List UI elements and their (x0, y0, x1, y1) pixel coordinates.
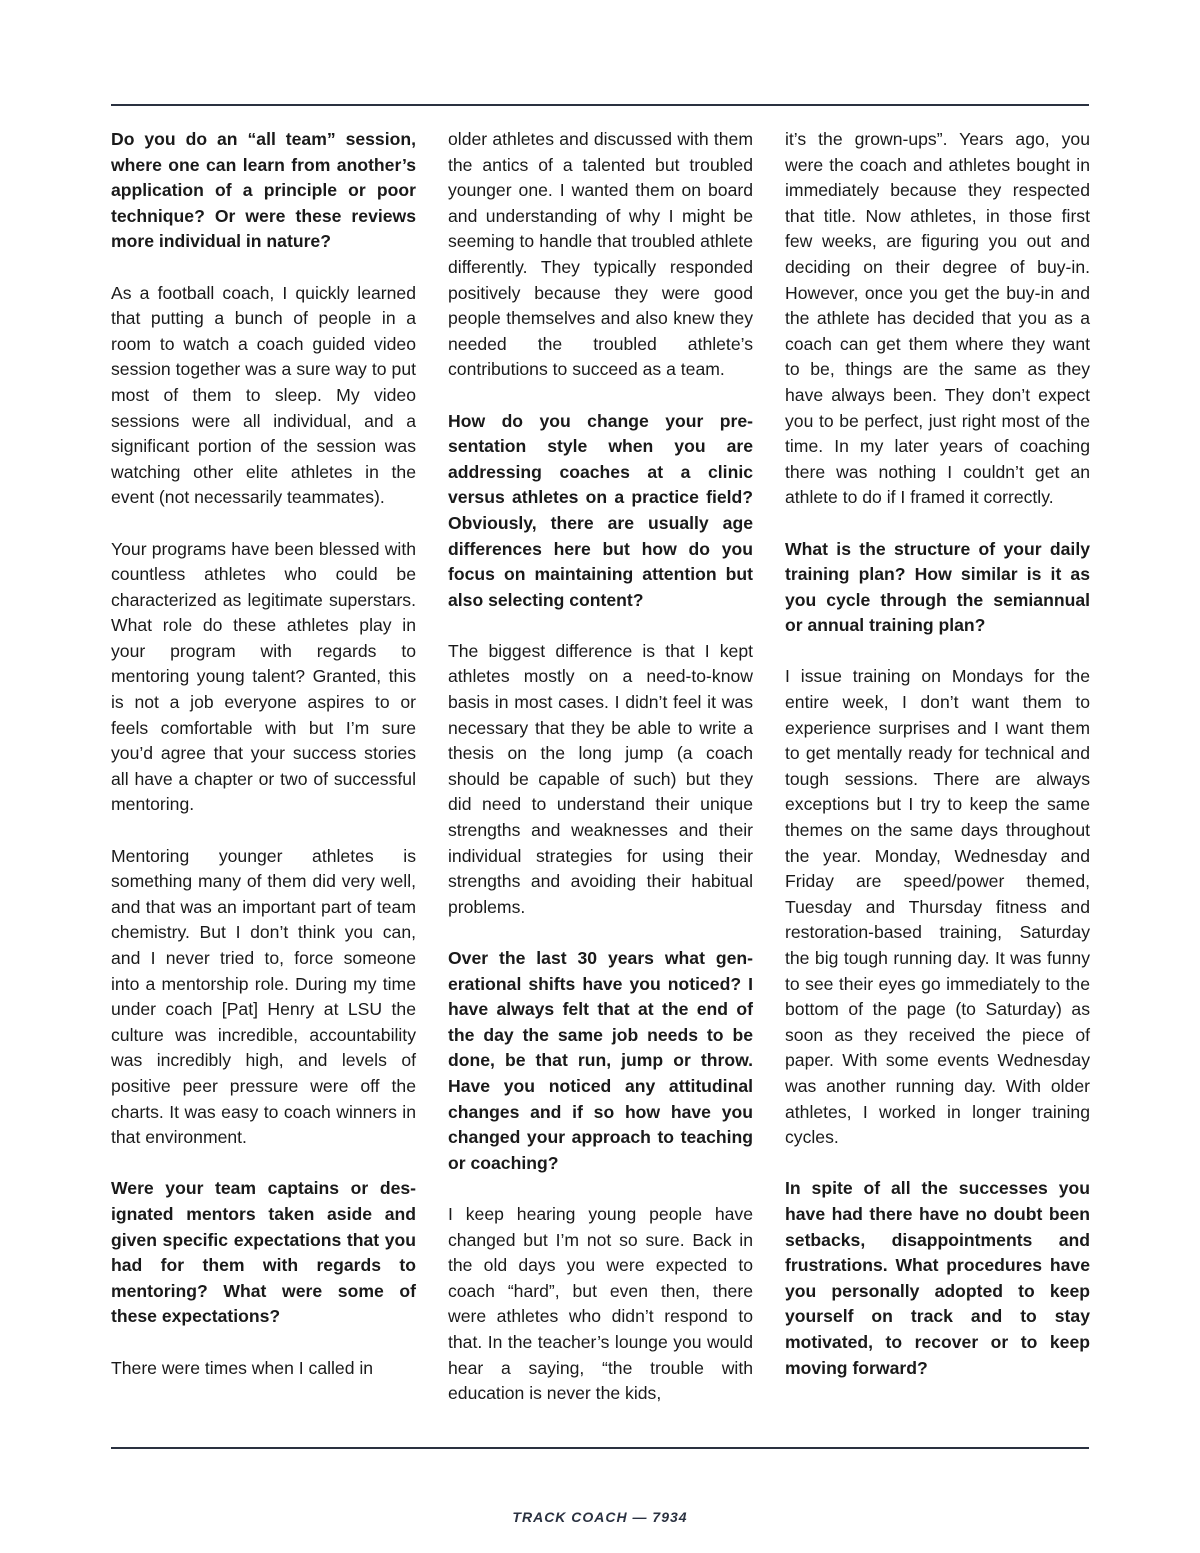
top-rule (111, 104, 1089, 106)
question-paragraph: Were your team captains or designated mentors taken aside and given specific expectations that you had for them with regards to mentoring? What were some of these expectations? (111, 1178, 416, 1327)
question-paragraph: Do you do an “all team” session, where one can learn from another’s application of a principle or poor technique? Or were these reviews more individual in nature? (111, 129, 416, 252)
answer-paragraph: I issue training on Mondays for the entire week, I don’t want them to experience surprises and I want them to get mentally ready for technical and tough sessions. There are always exceptions but I try to keep the same themes on the same days throughout the year. Monday, Wednesday and Friday are speed/power themed, Tuesday and Thursday fitness and restoration-based training, Saturday the big tough running day. It was funny to see their eyes go immediately to the bottom of the page (to Saturday) as soon as they received the piece of paper. With some events Wednesday was another running day. With older athletes, I worked in longer training cycles. (785, 666, 1090, 1148)
question-paragraph: What is the structure of your daily training plan? How similar is it as you cycle through the semiannual or annual training plan? (785, 538, 1090, 636)
column-3 (785, 127, 1090, 1381)
bottom-rule (111, 1447, 1089, 1449)
answer-paragraph: Mentoring younger athletes is something many of them did very well, and that was an important part of team chemistry. But I don’t think you can, and I never tried to, force someone into a mentorship role. During my time under coach [Pat] Henry at LSU the culture was incredible, accountability was incredibly high, and levels of positive peer pressure were off the charts. It was easy to coach winners in that environment. (111, 845, 416, 1148)
page-footer: TRACK COACH — 7934 (512, 1509, 688, 1525)
answer-paragraph: The biggest difference is that I kept athletes mostly on a need-to-know basis in most cases. I didn’t feel it was necessary that they be able to write a thesis on the long jump (a coach should be capable of such) but they did need to understand their unique strengths and weaknesses and their individual strategies for using their strengths and avoiding their habitual problems. (448, 640, 753, 917)
answer-paragraph: There were times when I called in (111, 1357, 374, 1378)
question-paragraph: In spite of all the successes you have had there have no doubt been setbacks, disappointments and frustrations. What procedures have you personally adopted to keep yourself on track and to stay motivated, to recover or to keep moving forward? (785, 1178, 1090, 1378)
question-paragraph: Over the last 30 years what generational shifts have you noticed? I have always felt that at the end of the day the same job needs to be done, be that run, jump or throw. Have you noticed any attitudinal changes and if so how have you changed your approach to teaching or coaching? (448, 948, 753, 1173)
answer-paragraph: As a football coach, I quickly learned that putting a bunch of people in a room to watch a coach guided video session together was a sure way to put most of them to sleep. My video sessions were all individual, and a significant portion of the session was watching other elite athletes in the event (not necessarily teammates). (111, 282, 416, 508)
column-2 (448, 127, 753, 1407)
question-paragraph: Your programs have been blessed with countless athletes who could be characterized as legitimate superstars. What role do these athletes play in your program with regards to mentoring young talent? Granted, this is not a job everyone aspires to or feels comfortable with but I’m sure you’d agree that your success stories all have a chapter or two of successful mentoring. (111, 538, 416, 815)
question-paragraph: How do you change your presentation style when you are addressing coaches at a clinic versus athletes on a practice field? Obviously, there are usually age differences here but how do you focus on maintaining attention but also selecting content? (448, 410, 753, 610)
answer-paragraph: I keep hearing young people have changed but I’m not so sure. Back in the old days you were expected to coach “hard”, but even then, there were athletes who didn’t respond to that. In the teacher’s lounge you would hear a saying, “the trouble with education is never the kids, (448, 1203, 753, 1404)
column-1 (111, 127, 416, 1381)
answer-paragraph: it’s the grown-ups”. Years ago, you were the coach and athletes bought in immediately because they respected that title. Now athletes, in those first few weeks, are figuring you out and deciding on their degree of buy-in. However, once you get the buy-in and the athlete has decided that you as a coach can get them where they want to be, things are the same as they have always been. They don’t expect you to be perfect, just right most of the time. In my later years of coaching there was nothing I couldn’t get an athlete to do if I framed it correctly. (785, 129, 1090, 508)
answer-paragraph: older athletes and discussed with them the antics of a talented but troubled younger one. I wanted them on board and understanding of why I might be seeming to handle that troubled athlete differently. They typically responded positively because they were good people themselves and also knew they needed the troubled athlete’s contributions to succeed as a team. (448, 129, 753, 380)
